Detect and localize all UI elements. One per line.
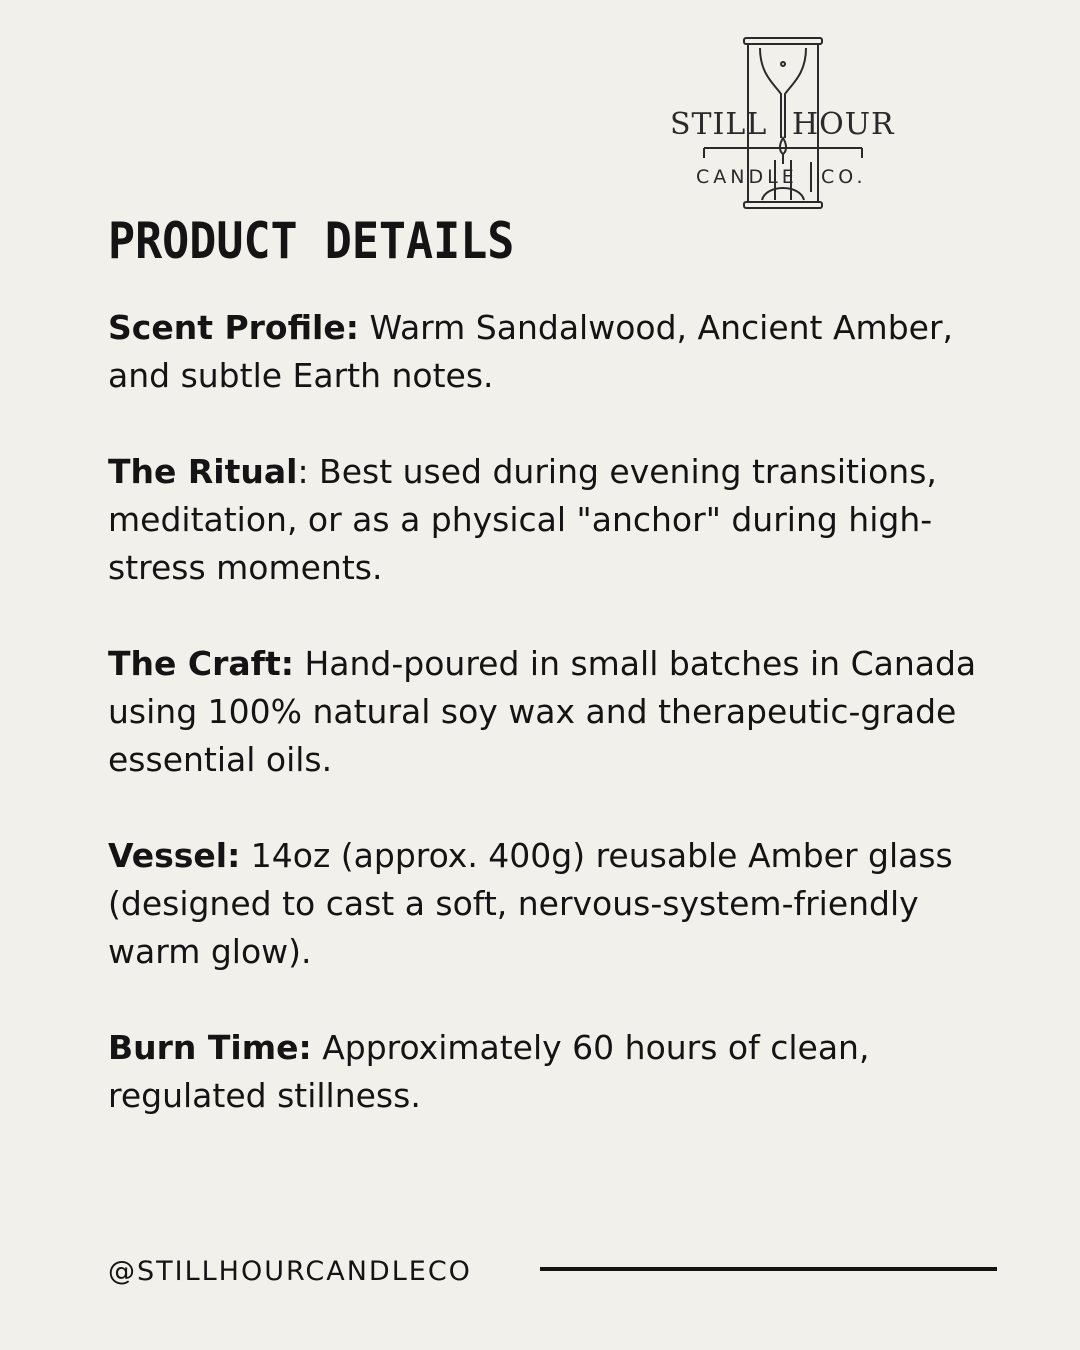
detail-label: Scent Profile: xyxy=(108,308,359,347)
detail-vessel xyxy=(108,832,978,976)
logo-word-still: STILL xyxy=(670,107,768,142)
detail-text: : Best used during evening transitions, meditation, or as a physical "anchor" during high-stress moments. xyxy=(108,452,937,587)
logo-word-co: CO. xyxy=(821,166,867,188)
social-handle: @STILLHOURCANDLECO xyxy=(108,1256,472,1287)
product-details-list xyxy=(108,304,978,1168)
detail-label: The Ritual xyxy=(108,452,298,491)
logo-word-candle: CANDLE xyxy=(696,166,798,188)
footer-divider xyxy=(540,1267,997,1271)
detail-label: Burn Time: xyxy=(108,1028,312,1067)
detail-label: The Craft: xyxy=(108,644,294,683)
brand-logo xyxy=(668,34,894,214)
detail-the-ritual xyxy=(108,448,978,592)
detail-the-craft xyxy=(108,640,978,784)
logo-word-hour: HOUR xyxy=(792,107,895,142)
detail-text: 14oz (approx. 400g) reusable Amber glass (designed to cast a soft, nervous-system-friendly warm glow). xyxy=(108,836,953,971)
detail-text: Hand-poured in small batches in Canada using 100% natural soy wax and therapeutic-grade essential oils. xyxy=(108,644,977,779)
page-title: PRODUCT DETAILS xyxy=(108,212,515,270)
detail-label: Vessel: xyxy=(108,836,241,875)
detail-scent-profile xyxy=(108,304,978,400)
footer xyxy=(108,1255,998,1289)
detail-text: Warm Sandalwood, Ancient Amber, and subtle Earth notes. xyxy=(108,308,954,395)
detail-burn-time xyxy=(108,1024,978,1120)
detail-text: Approximately 60 hours of clean, regulated stillness. xyxy=(108,1028,870,1115)
